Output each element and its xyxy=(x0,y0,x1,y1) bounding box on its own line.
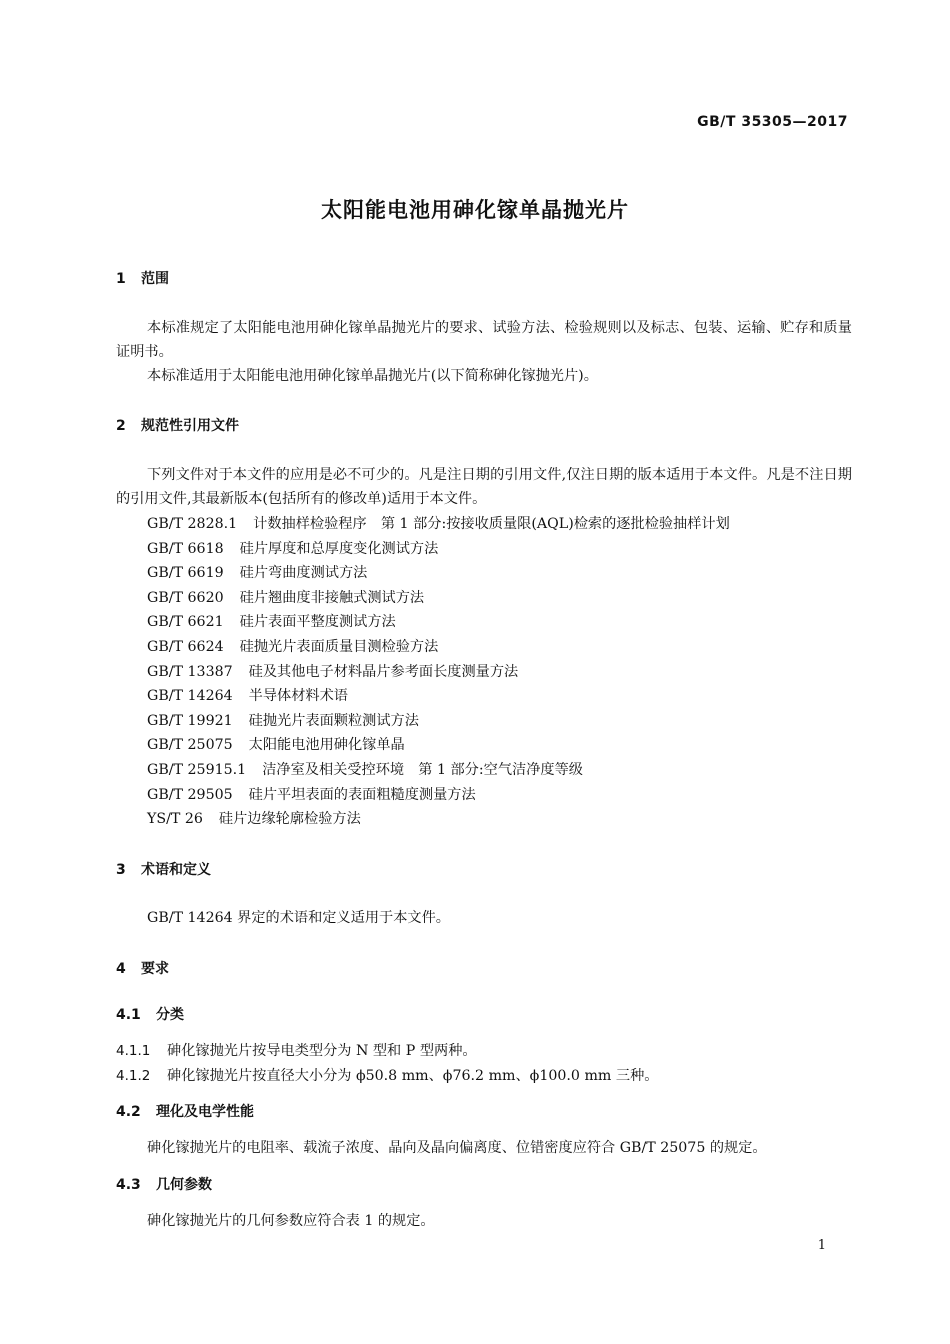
subsection-number: 4.3 xyxy=(116,1177,141,1193)
section-number: 1 xyxy=(116,271,126,287)
normative-reference xyxy=(147,513,730,533)
normative-reference xyxy=(147,538,438,558)
section-number: 4 xyxy=(116,961,126,977)
reference-code: GB/T 2828.1 xyxy=(147,516,238,532)
subsection-4-3-paragraph: 砷化镓抛光片的几何参数应符合表 1 的规定。 xyxy=(147,1213,435,1229)
reference-title: 计数抽样检验程序 第 1 部分:按接收质量限(AQL)检索的逐批检验抽样计划 xyxy=(253,516,730,532)
section-2-paragraph-1: 下列文件对于本文件的应用是必不可少的。凡是注日期的引用文件,仅注日期的版本适用于本文件。凡是不注日期的引用文件,其最新版本(包括所有的修改单)适用于本文件。 xyxy=(116,467,852,507)
standard-code: GB/T 35305—2017 xyxy=(697,114,848,130)
section-title: 范围 xyxy=(141,271,169,287)
normative-reference xyxy=(147,808,361,828)
reference-code: GB/T 6624 xyxy=(147,639,224,655)
normative-reference xyxy=(147,784,476,804)
reference-code: GB/T 6619 xyxy=(147,565,224,581)
reference-title: 硅片边缘轮廓检验方法 xyxy=(218,811,361,827)
clause-number: 4.1.1 xyxy=(116,1043,151,1059)
reference-title: 硅片厚度和总厚度变化测试方法 xyxy=(239,541,439,557)
reference-title: 太阳能电池用砷化镓单晶 xyxy=(248,737,405,753)
subsection-title: 理化及电学性能 xyxy=(156,1104,254,1120)
section-title: 术语和定义 xyxy=(141,862,211,878)
subsection-title: 几何参数 xyxy=(156,1177,212,1193)
reference-title: 硅片翘曲度非接触式测试方法 xyxy=(239,590,425,606)
clause-4-1-2 xyxy=(116,1065,658,1085)
reference-code: GB/T 25915.1 xyxy=(147,762,247,778)
section-number: 2 xyxy=(116,418,126,434)
clause-text: 砷化镓抛光片按导电类型分为 N 型和 P 型两种。 xyxy=(167,1043,477,1059)
reference-code: GB/T 6620 xyxy=(147,590,224,606)
clause-number: 4.1.2 xyxy=(116,1068,151,1084)
reference-title: 硅及其他电子材料晶片参考面长度测量方法 xyxy=(248,664,519,680)
section-1-heading xyxy=(116,268,169,288)
section-3-heading xyxy=(116,859,211,879)
section-2-heading xyxy=(116,415,239,435)
document-title: 太阳能电池用砷化镓单晶抛光片 xyxy=(321,198,629,222)
section-title: 规范性引用文件 xyxy=(141,418,239,434)
normative-reference xyxy=(147,562,367,582)
reference-title: 硅抛光片表面颗粒测试方法 xyxy=(248,713,419,729)
normative-reference xyxy=(147,734,405,754)
subsection-number: 4.2 xyxy=(116,1104,141,1120)
reference-title: 硅抛光片表面质量目测检验方法 xyxy=(239,639,439,655)
reference-code: YS/T 26 xyxy=(147,811,203,827)
section-title: 要求 xyxy=(141,961,169,977)
reference-code: GB/T 29505 xyxy=(147,787,233,803)
normative-reference xyxy=(147,710,419,730)
section-number: 3 xyxy=(116,862,126,878)
reference-code: GB/T 25075 xyxy=(147,737,233,753)
section-1-paragraph-2: 本标准适用于太阳能电池用砷化镓单晶抛光片(以下简称砷化镓抛光片)。 xyxy=(147,368,598,384)
section-1-paragraph-1: 本标准规定了太阳能电池用砷化镓单晶抛光片的要求、试验方法、检验规则以及标志、包装、运输、贮存和质量证明书。 xyxy=(116,320,852,360)
normative-reference xyxy=(147,661,518,681)
subsection-4-1-heading xyxy=(116,1004,184,1024)
page-number: 1 xyxy=(817,1238,826,1253)
normative-reference xyxy=(147,759,583,779)
subsection-title: 分类 xyxy=(156,1007,184,1023)
reference-code: GB/T 19921 xyxy=(147,713,233,729)
reference-code: GB/T 14264 xyxy=(147,688,233,704)
reference-title: 半导体材料术语 xyxy=(248,688,348,704)
subsection-number: 4.1 xyxy=(116,1007,141,1023)
reference-title: 硅片平坦表面的表面粗糙度测量方法 xyxy=(248,787,476,803)
subsection-4-3-heading xyxy=(116,1174,212,1194)
normative-reference xyxy=(147,587,424,607)
reference-code: GB/T 13387 xyxy=(147,664,233,680)
subsection-4-2-heading xyxy=(116,1101,254,1121)
section-4-heading xyxy=(116,958,169,978)
reference-code: GB/T 6621 xyxy=(147,614,224,630)
normative-reference xyxy=(147,636,438,656)
normative-reference xyxy=(147,611,396,631)
normative-reference xyxy=(147,685,348,705)
reference-title: 硅片表面平整度测试方法 xyxy=(239,614,396,630)
section-3-paragraph-1: GB/T 14264 界定的术语和定义适用于本文件。 xyxy=(147,910,450,926)
clause-text: 砷化镓抛光片按直径大小分为 ϕ50.8 mm、ϕ76.2 mm、ϕ100.0 mm 三种。 xyxy=(167,1068,659,1084)
reference-code: GB/T 6618 xyxy=(147,541,224,557)
reference-title: 硅片弯曲度测试方法 xyxy=(239,565,368,581)
clause-4-1-1 xyxy=(116,1040,477,1060)
subsection-4-2-paragraph: 砷化镓抛光片的电阻率、载流子浓度、晶向及晶向偏离度、位错密度应符合 GB/T 25075 的规定。 xyxy=(147,1140,767,1156)
reference-title: 洁净室及相关受控环境 第 1 部分:空气洁净度等级 xyxy=(262,762,583,778)
